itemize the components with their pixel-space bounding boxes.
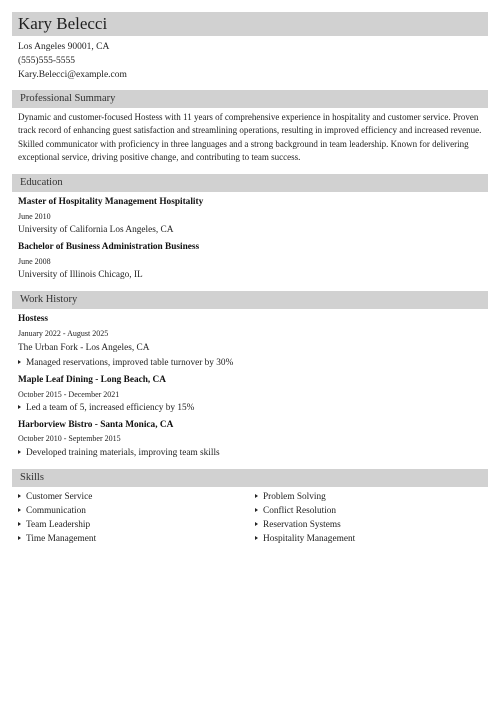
- skill-text: Communication: [26, 506, 86, 516]
- skill-text: Problem Solving: [263, 492, 326, 502]
- job-bullet-text: Managed reservations, improved table turnover by 30%: [26, 358, 234, 368]
- education-school: University of Illinois Chicago, IL: [18, 270, 143, 280]
- job-title: Maple Leaf Dining - Long Beach, CA: [18, 375, 166, 385]
- skill-item: [255, 492, 326, 502]
- bullet-icon: [18, 405, 21, 409]
- education-date: June 2010: [18, 212, 51, 221]
- job-title: Hostess: [18, 314, 48, 324]
- job-date: January 2022 - August 2025: [18, 329, 109, 338]
- skill-text: Time Management: [26, 534, 97, 544]
- education-school: University of California Los Angeles, CA: [18, 225, 174, 235]
- skill-item: [18, 506, 86, 516]
- skill-text: Customer Service: [26, 492, 93, 502]
- job-company: The Urban Fork - Los Angeles, CA: [18, 343, 150, 353]
- summary-text: Dynamic and customer-focused Hostess with 11 years of comprehensive experience in hospitality and customer service. Proven track record of enhancing guest satisfaction and streamlining operations, resulting in improved efficiency and increased revenue. Skilled communicator with proficiency in three languages and a strong background in team leadership. Known for delivering exceptional service, driving positive change, and contributing to team success.: [18, 112, 482, 163]
- skill-item: [255, 534, 355, 544]
- bullet-icon: [18, 450, 21, 454]
- contact-address: Los Angeles 90001, CA: [18, 42, 110, 52]
- bullet-icon: [255, 494, 258, 498]
- bullet-icon: [255, 536, 258, 540]
- summary-section-title: Professional Summary: [20, 93, 116, 104]
- education-section-bar: [12, 174, 488, 192]
- education-date: June 2008: [18, 257, 51, 266]
- skill-text: Team Leadership: [26, 520, 91, 530]
- bullet-icon: [18, 508, 21, 512]
- job-bullet: [18, 358, 233, 368]
- skill-item: [18, 520, 90, 530]
- skill-item: [255, 520, 341, 530]
- skill-item: [18, 534, 96, 544]
- skill-text: Conflict Resolution: [263, 506, 337, 516]
- work-section-bar: [12, 291, 488, 309]
- skill-item: [255, 506, 336, 516]
- education-degree: Bachelor of Business Administration Business: [18, 242, 200, 252]
- contact-phone: (555)555-5555: [18, 56, 75, 66]
- job-date: October 2010 - September 2015: [18, 434, 121, 443]
- skills-section-title: Skills: [20, 472, 44, 483]
- bullet-icon: [18, 536, 21, 540]
- job-bullet-text: Developed training materials, improving team skills: [26, 448, 220, 458]
- bullet-icon: [255, 508, 258, 512]
- contact-email: Kary.Belecci@example.com: [18, 70, 127, 80]
- job-bullet: [18, 403, 194, 413]
- education-section-title: Education: [20, 177, 63, 188]
- bullet-icon: [18, 522, 21, 526]
- education-degree: Master of Hospitality Management Hospitality: [18, 197, 204, 207]
- bullet-icon: [18, 494, 21, 498]
- job-bullet-text: Led a team of 5, increased efficiency by 15%: [26, 403, 195, 413]
- job-title: Harborview Bistro - Santa Monica, CA: [18, 420, 174, 430]
- job-bullet: [18, 448, 220, 458]
- bullet-icon: [255, 522, 258, 526]
- job-date: October 2015 - December 2021: [18, 390, 120, 399]
- skill-text: Hospitality Management: [263, 534, 356, 544]
- skill-text: Reservation Systems: [263, 520, 341, 530]
- skills-section-bar: [12, 469, 488, 487]
- candidate-name: Kary Belecci: [18, 14, 108, 33]
- bullet-icon: [18, 360, 21, 364]
- skill-item: [18, 492, 92, 502]
- work-section-title: Work History: [20, 294, 78, 305]
